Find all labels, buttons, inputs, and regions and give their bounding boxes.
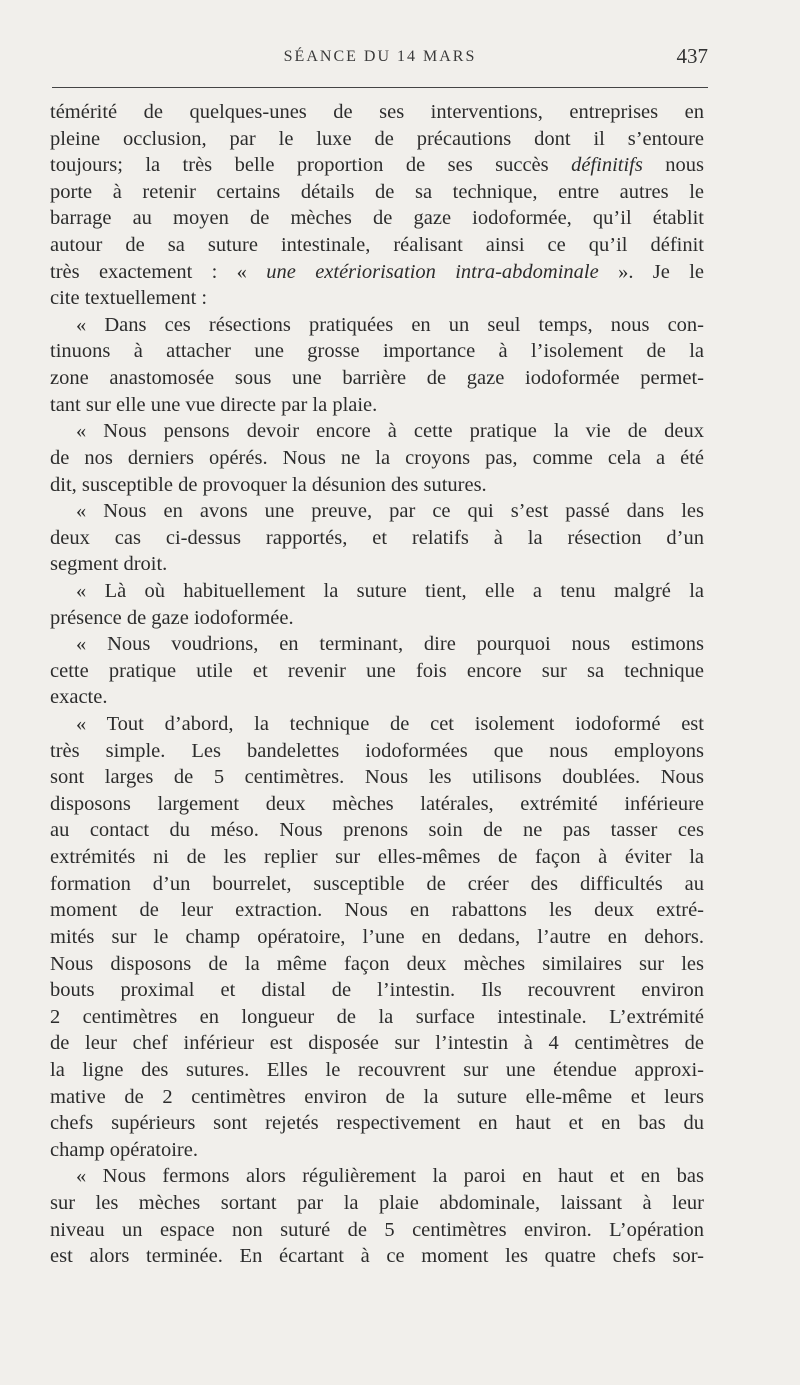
text-line: sur les mèches sortant par la plaie abdominale, laissant à leur bbox=[50, 1191, 704, 1214]
text-line: « Tout d’abord, la technique de cet isolement iodoformé est bbox=[76, 713, 704, 736]
text-line: « Là où habituellement la suture tient, elle a tenu malgré la bbox=[76, 579, 704, 602]
text-line: zone anastomosée sous une barrière de gaze iodoformée permet- bbox=[50, 367, 704, 390]
text-line: « Dans ces résections pratiquées en un seul temps, nous con- bbox=[76, 313, 704, 336]
text-line: très simple. Les bandelettes iodoformées que nous employons bbox=[50, 739, 704, 762]
text-line: pleine occlusion, par le luxe de précautions dont il s’entoure bbox=[50, 127, 704, 150]
text-line: sont larges de 5 centimètres. Nous les utilisons doublées. Nous bbox=[50, 766, 704, 789]
text-line bbox=[50, 152, 704, 179]
italic-segment: une extériorisation intra-abdominale bbox=[266, 260, 599, 283]
text-line: 2 centimètres en longueur de la surface intestinale. L’extrémité bbox=[50, 1005, 704, 1028]
text-segment: nous bbox=[642, 154, 704, 177]
text-line: tinuons à attacher une grosse importance à l’isolement de la bbox=[50, 340, 704, 363]
text-line: présence de gaze iodoformée. bbox=[50, 606, 294, 629]
text-line: extrémités ni de les replier sur elles-mêmes de façon à éviter la bbox=[50, 846, 704, 869]
text-line: segment droit. bbox=[50, 553, 168, 576]
page-header bbox=[52, 42, 708, 82]
text-line: chefs supérieurs sont rejetés respectivement en haut et en bas du bbox=[50, 1112, 704, 1135]
text-line: de nos derniers opérés. Nous ne la croyons pas, comme cela a été bbox=[50, 446, 704, 469]
header-rule bbox=[52, 87, 708, 88]
text-line: formation d’un bourrelet, susceptible de créer des difficultés au bbox=[50, 872, 704, 895]
page-number: 437 bbox=[676, 44, 708, 68]
text-line: est alors terminée. En écartant à ce moment les quatre chefs sor- bbox=[50, 1245, 704, 1268]
text-line: deux cas ci-dessus rapportés, et relatifs à la résection d’un bbox=[50, 526, 704, 549]
text-line: « Nous fermons alors régulièrement la paroi en haut et en bas bbox=[76, 1165, 704, 1188]
text-line: mative de 2 centimètres environ de la suture elle-même et leurs bbox=[50, 1085, 704, 1108]
text-line: autour de sa suture intestinale, réalisant ainsi ce qu’il définit bbox=[50, 234, 704, 257]
text-segment: très exactement : « bbox=[50, 260, 267, 283]
text-segment: toujours; la très belle proportion de ses succès bbox=[50, 154, 572, 177]
text-line: tant sur elle une vue directe par la plaie. bbox=[50, 393, 378, 416]
text-line: mités sur le champ opératoire, l’une en dedans, l’autre en dehors. bbox=[50, 925, 704, 948]
text-line: bouts proximal et distal de l’intestin. Ils recouvrent environ bbox=[50, 979, 704, 1002]
text-segment: ». Je le bbox=[598, 260, 705, 283]
text-line: porte à retenir certains détails de sa technique, entre autres le bbox=[50, 180, 704, 203]
text-line: « Nous pensons devoir encore à cette pratique la vie de deux bbox=[76, 420, 704, 443]
text-line: la ligne des sutures. Elles le recouvrent sur une étendue approxi- bbox=[50, 1058, 704, 1081]
text-line: champ opératoire. bbox=[50, 1138, 198, 1161]
text-line: exacte. bbox=[50, 686, 108, 709]
text-line: témérité de quelques-unes de ses interventions, entreprises en bbox=[50, 101, 704, 123]
text-line: de leur chef inférieur est disposée sur l’intestin à 4 centimètres de bbox=[50, 1032, 704, 1055]
text-line bbox=[50, 259, 704, 286]
text-line: cette pratique utile et revenir une fois encore sur sa technique bbox=[50, 659, 704, 682]
text-line: moment de leur extraction. Nous en rabattons les deux extré- bbox=[50, 899, 704, 922]
text-line: au contact du méso. Nous prenons soin de ne pas tasser ces bbox=[50, 819, 704, 842]
running-title: SÉANCE DU 14 MARS bbox=[283, 48, 477, 65]
text-line: niveau un espace non suturé de 5 centimètres environ. L’opération bbox=[50, 1218, 704, 1241]
text-line: « Nous en avons une preuve, par ce qui s’est passé dans les bbox=[76, 500, 704, 523]
text-line: Nous disposons de la même façon deux mèches similaires sur les bbox=[50, 952, 704, 975]
body-text bbox=[50, 99, 704, 1270]
text-line: « Nous voudrions, en terminant, dire pourquoi nous estimons bbox=[76, 633, 704, 656]
text-line: dit, susceptible de provoquer la désunion des sutures. bbox=[50, 473, 487, 496]
text-line: cite textuellement : bbox=[50, 287, 208, 310]
text-line: disposons largement deux mèches latérales, extrémité inférieure bbox=[50, 792, 704, 815]
italic-segment: définitifs bbox=[571, 154, 643, 177]
text-line: barrage au moyen de mèches de gaze iodoformée, qu’il établit bbox=[50, 207, 704, 230]
